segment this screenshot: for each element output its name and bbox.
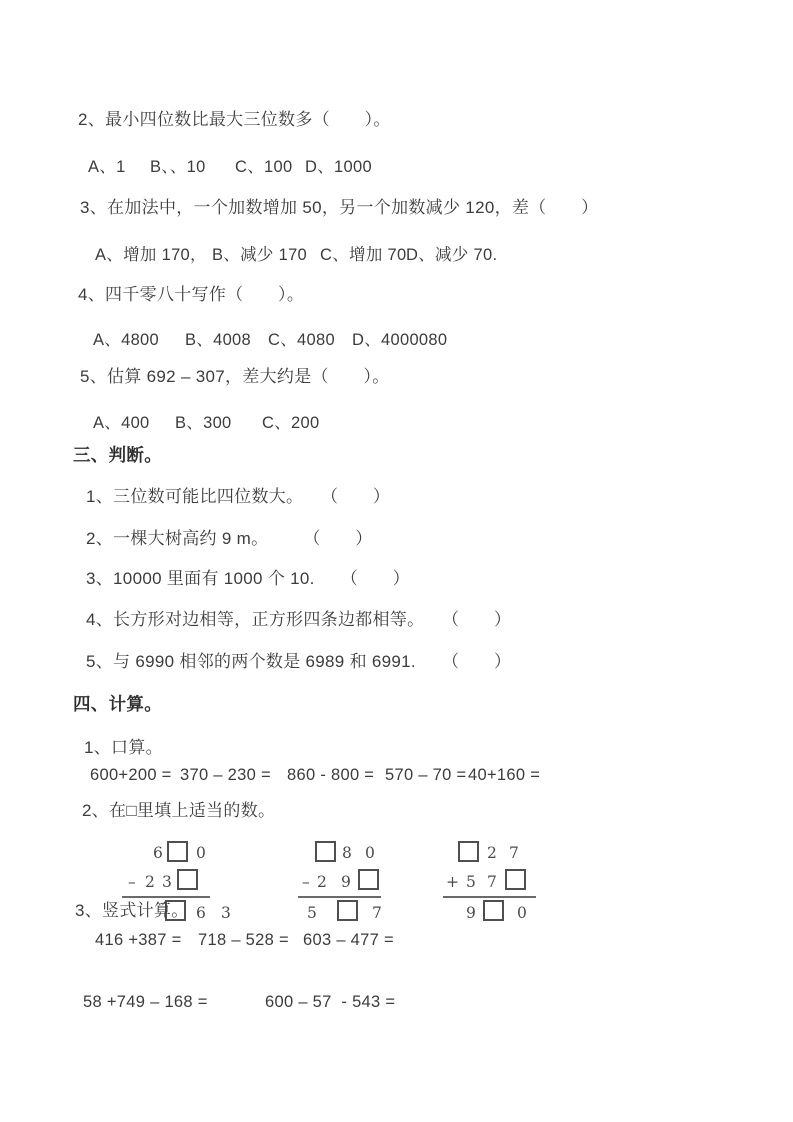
fill-box-blank (358, 869, 379, 890)
section-title-calc: 四、计算。 (73, 694, 162, 714)
question-text: 2、最小四位数比最大三位数多（ ）。 (78, 110, 391, 129)
oral-calc-row (0, 766, 793, 790)
digit-cell: 3 (221, 904, 231, 922)
digit-cell: 0 (517, 904, 527, 922)
fill-box-blank (177, 869, 198, 890)
option-row (0, 153, 793, 177)
digit-cell: 0 (196, 844, 206, 862)
operator-cell: + (446, 873, 459, 891)
digit-cell: 6 (196, 904, 206, 922)
question-text: 5、估算 692 – 307，差大约是（ ）。 (80, 367, 390, 386)
judge-item: 4、长方形对边相等，正方形四条边都相等。 （ ） (86, 610, 512, 629)
digit-cell: 9 (341, 873, 351, 891)
digit-cell: 2 (487, 844, 497, 862)
oral-problem: 600+200 = (90, 766, 172, 784)
option-item: A、增加 170， (95, 246, 207, 264)
digit-cell: 7 (372, 904, 382, 922)
fill-box-blank (458, 841, 479, 862)
question-text: 3、在加法中，一个加数增加 50，另一个加数减少 120，差（ ） (80, 198, 599, 217)
digit-cell: 5 (466, 873, 476, 891)
section-title-judge: 三、判断。 (73, 445, 162, 465)
question-text: 4、四千零八十写作（ ）。 (78, 285, 305, 304)
sum-line (122, 896, 210, 898)
fill-box-title: 2、在□里填上适当的数。 (82, 801, 276, 820)
option-row (0, 326, 793, 350)
option-item: C、增加 70 (320, 246, 407, 264)
mixed-calc-problem: 58 +749 – 168 = (83, 993, 208, 1011)
option-item: D、1000 (305, 158, 372, 176)
fill-box-blank (337, 900, 358, 921)
option-item: A、400 (93, 414, 150, 432)
option-item: A、1 (88, 158, 126, 176)
fill-box-problem (443, 843, 573, 933)
digit-cell: 5 (307, 904, 317, 922)
option-item: B、、10 (150, 158, 206, 176)
digit-cell: 0 (365, 844, 375, 862)
column-calc-title: 3、竖式计算。 (75, 901, 189, 920)
judge-item: 2、一棵大树高约 9 m。 （ ） (86, 529, 373, 548)
sum-line (298, 896, 381, 898)
option-item: D、4000080 (352, 331, 448, 349)
oral-problem: 40+160 = (468, 766, 541, 784)
judge-item: 5、与 6990 相邻的两个数是 6989 和 6991. （ ） (86, 652, 512, 671)
column-calc-row (0, 931, 793, 955)
digit-cell: 2 (317, 873, 327, 891)
digit-cell: 2 (145, 873, 155, 891)
option-item: D、减少 70. (406, 246, 498, 264)
mixed-calc-problem: 600 – 57 - 543 = (265, 993, 396, 1011)
judge-item: 1、三位数可能比四位数大。 （ ） (86, 487, 391, 506)
option-item: B、减少 170 (212, 246, 308, 264)
digit-cell: 9 (466, 904, 476, 922)
fill-box-blank (505, 869, 526, 890)
oral-calc-title: 1、口算。 (84, 738, 163, 757)
digit-cell: 7 (509, 844, 519, 862)
digit-cell: 6 (153, 844, 163, 862)
option-item: C、100 (235, 158, 293, 176)
digit-cell: 3 (162, 873, 172, 891)
column-calc-problem: 603 – 477 = (303, 931, 394, 949)
column-calc-problem: 416 +387 = (95, 931, 182, 949)
option-item: B、4008 (185, 331, 252, 349)
oral-problem: 860 - 800 = (287, 766, 375, 784)
digit-cell: 8 (342, 844, 352, 862)
operator-cell: – (302, 873, 310, 891)
option-item: C、4080 (268, 331, 335, 349)
option-item: C、200 (262, 414, 320, 432)
oral-problem: 370 – 230 = (180, 766, 271, 784)
judge-item: 3、10000 里面有 1000 个 10. （ ） (86, 569, 410, 588)
sum-line (443, 896, 536, 898)
operator-cell: – (128, 873, 136, 891)
oral-problem: 570 – 70 = (385, 766, 467, 784)
option-item: A、4800 (93, 331, 160, 349)
option-item: B、300 (175, 414, 232, 432)
fill-box-problem (298, 843, 428, 933)
fill-box-blank (315, 841, 336, 862)
column-calc-problem: 718 – 528 = (198, 931, 289, 949)
option-row (0, 241, 793, 265)
digit-cell: 7 (487, 873, 497, 891)
mixed-calc-row (0, 993, 793, 1017)
fill-box-blank (167, 841, 188, 862)
option-row (0, 409, 793, 433)
fill-box-blank (483, 900, 504, 921)
